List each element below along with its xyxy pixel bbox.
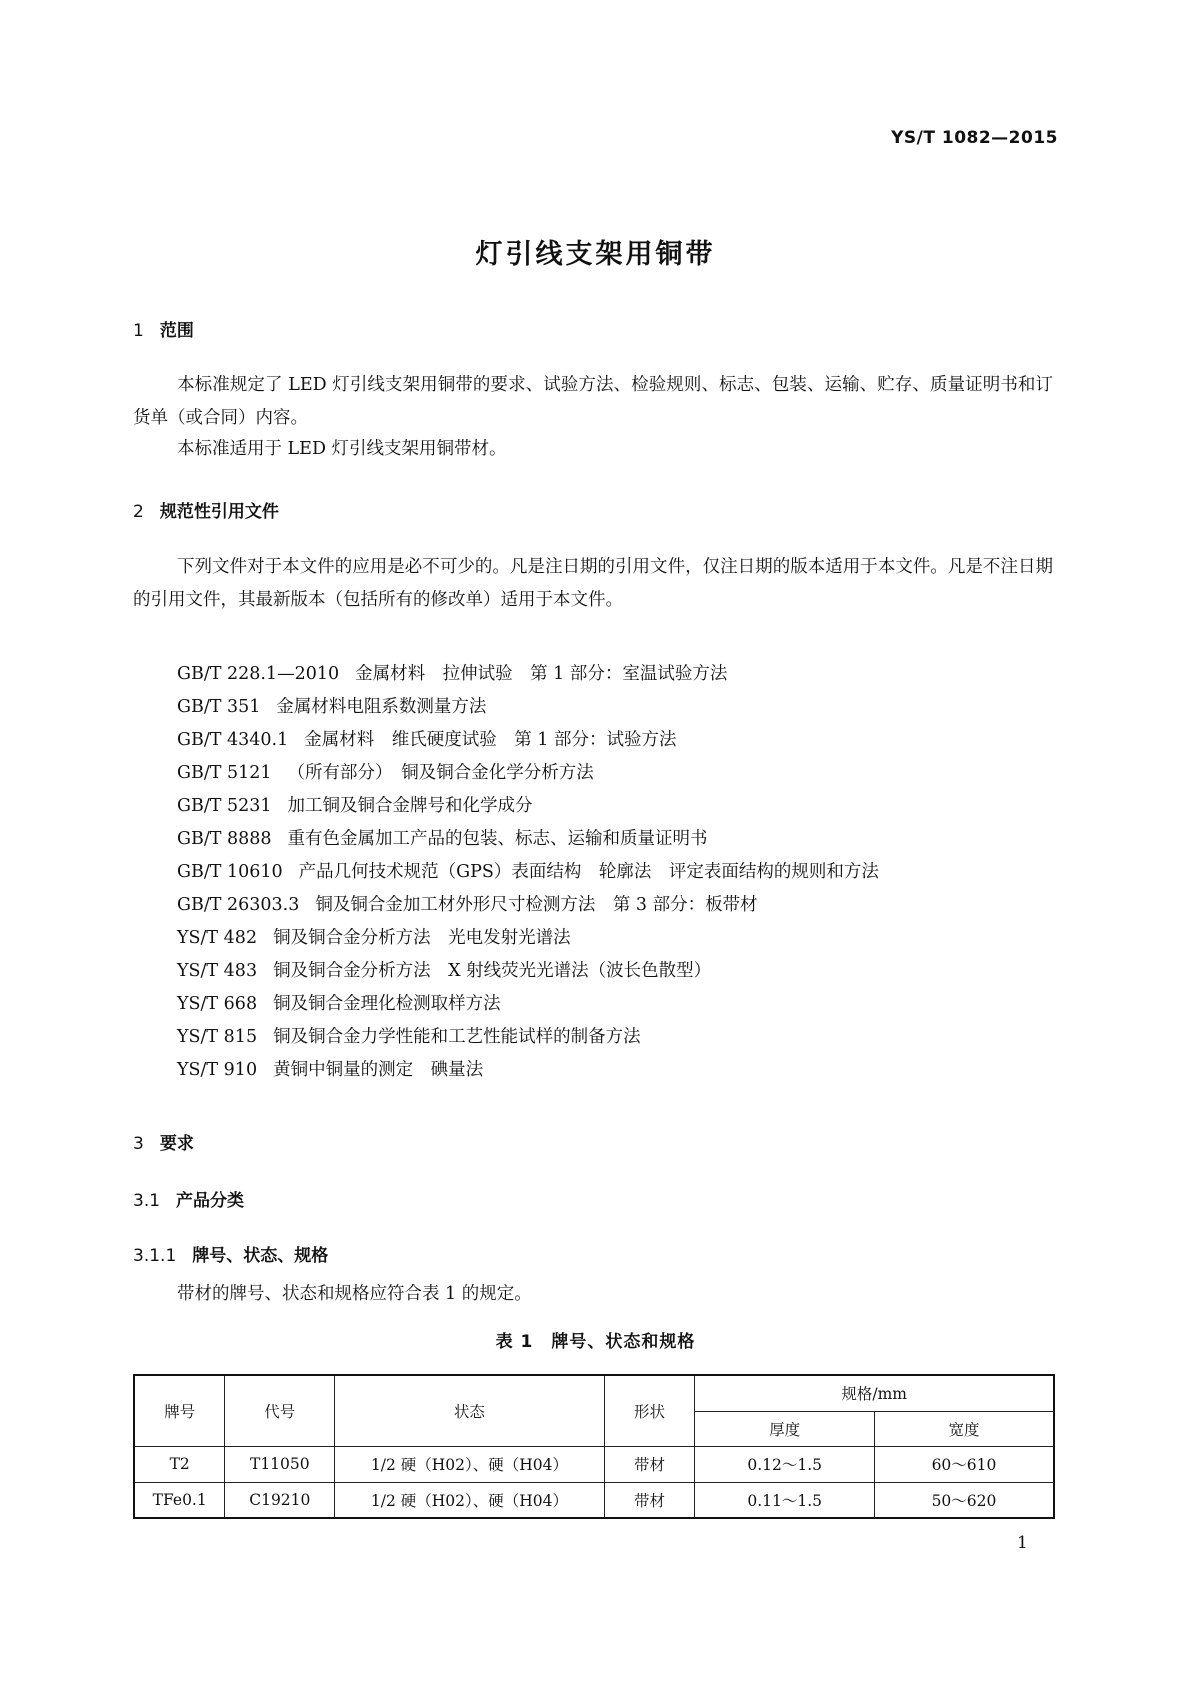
table-1 [133, 1374, 1055, 1519]
section-2-intro [133, 551, 1053, 617]
reference-list [177, 658, 879, 1087]
section-3-1-title: 产品分类 [176, 1191, 245, 1211]
reference-code: YS/T 668 [177, 994, 258, 1014]
cell-width: 60～610 [874, 1446, 1054, 1482]
reference-code: YS/T 910 [177, 1060, 258, 1080]
section-3-1-1-number: 3.1.1 [133, 1246, 177, 1266]
page-number: 1 [1017, 1533, 1028, 1553]
reference-title: 铜及铜合金理化检测取样方法 [273, 994, 501, 1014]
section-1-number: 1 [133, 321, 144, 341]
section-1-paragraph-1 [133, 369, 1053, 435]
reference-code: GB/T 5121 [177, 763, 272, 783]
reference-code: GB/T 8888 [177, 829, 272, 849]
reference-code: YS/T 482 [177, 928, 258, 948]
reference-code: YS/T 815 [177, 1027, 258, 1047]
cell-temper: 1/2 硬（H02）、硬（H04） [335, 1482, 604, 1518]
reference-item [177, 1054, 879, 1087]
document-title: 灯引线支架用铜带 [475, 239, 716, 270]
cell-shape: 带材 [604, 1446, 695, 1482]
reference-item [177, 790, 879, 823]
reference-code: YS/T 483 [177, 961, 258, 981]
header-shape: 形状 [604, 1375, 695, 1446]
reference-code: GB/T 10610 [177, 862, 283, 882]
section-2-intro-text: 下列文件对于本文件的应用是必不可少的。凡是注日期的引用文件，仅注日期的版本适用于本文件。凡是不注日期的引用文件，其最新版本（包括所有的修改单）适用于本文件。 [133, 557, 1053, 610]
section-2-title: 规范性引用文件 [159, 502, 279, 522]
section-1-heading [133, 316, 194, 341]
reference-title: 金属材料电阻系数测量方法 [276, 697, 487, 717]
header-grade: 牌号 [134, 1375, 225, 1446]
reference-item [177, 691, 879, 724]
section-3-1-1-paragraph [133, 1278, 1053, 1311]
reference-title: 黄铜中铜量的测定 碘量法 [273, 1060, 484, 1080]
reference-title: 铜及铜合金分析方法 X 射线荧光光谱法（波长色散型） [273, 961, 712, 981]
reference-title: 铜及铜合金分析方法 光电发射光谱法 [273, 928, 571, 948]
section-3-1-1-heading [133, 1241, 328, 1266]
reference-item [177, 955, 879, 988]
reference-title: 金属材料 拉伸试验 第 1 部分：室温试验方法 [355, 664, 728, 684]
reference-title: （所有部分） 铜及铜合金化学分析方法 [287, 763, 594, 783]
reference-title: 金属材料 维氏硬度试验 第 1 部分：试验方法 [304, 730, 677, 750]
reference-item [177, 823, 879, 856]
reference-item [177, 889, 879, 922]
cell-grade: T2 [134, 1446, 225, 1482]
reference-item [177, 988, 879, 1021]
reference-code: GB/T 351 [177, 697, 261, 717]
cell-thickness: 0.11～1.5 [695, 1482, 875, 1518]
reference-code: GB/T 4340.1 [177, 730, 289, 750]
section-3-title: 要求 [159, 1134, 194, 1154]
section-2-number: 2 [133, 502, 144, 522]
reference-code: GB/T 228.1—2010 [177, 664, 340, 684]
reference-title: 加工铜及铜合金牌号和化学成分 [287, 796, 533, 816]
table-header-row [134, 1375, 1054, 1411]
cell-code: T11050 [225, 1446, 335, 1482]
header-code: 代号 [225, 1375, 335, 1446]
reference-item [177, 922, 879, 955]
standard-code: YS/T 1082—2015 [891, 128, 1058, 148]
section-3-1-number: 3.1 [133, 1191, 161, 1211]
reference-item [177, 1021, 879, 1054]
header-spec: 规格/mm [695, 1375, 1054, 1411]
section-1-paragraph-2 [133, 433, 1053, 466]
reference-item [177, 856, 879, 889]
reference-title: 铜及铜合金加工材外形尺寸检测方法 第 3 部分：板带材 [315, 895, 758, 915]
reference-item [177, 658, 879, 691]
section-3-1-1-text: 带材的牌号、状态和规格应符合表 1 的规定。 [177, 1284, 532, 1304]
cell-thickness: 0.12～1.5 [695, 1446, 875, 1482]
section-2-heading [133, 497, 279, 522]
table-row [134, 1482, 1054, 1518]
header-width: 宽度 [874, 1411, 1054, 1446]
section-1-paragraph-2-text: 本标准适用于 LED 灯引线支架用铜带材。 [177, 439, 507, 459]
table-1-caption: 表 1 牌号、状态和规格 [495, 1332, 696, 1352]
reference-item [177, 757, 879, 790]
cell-temper: 1/2 硬（H02）、硬（H04） [335, 1446, 604, 1482]
section-1-paragraph-1-text: 本标准规定了 LED 灯引线支架用铜带的要求、试验方法、检验规则、标志、包装、运输、贮存、质量证明书和订货单（或合同）内容。 [133, 375, 1053, 428]
section-3-1-heading [133, 1186, 244, 1211]
reference-title: 产品几何技术规范（GPS）表面结构 轮廓法 评定表面结构的规则和方法 [298, 862, 879, 882]
reference-item [177, 724, 879, 757]
section-3-1-1-title: 牌号、状态、规格 [192, 1246, 329, 1266]
reference-code: GB/T 26303.3 [177, 895, 300, 915]
reference-title: 铜及铜合金力学性能和工艺性能试样的制备方法 [273, 1027, 641, 1047]
reference-title: 重有色金属加工产品的包装、标志、运输和质量证明书 [287, 829, 708, 849]
section-3-heading [133, 1129, 194, 1154]
cell-code: C19210 [225, 1482, 335, 1518]
section-3-number: 3 [133, 1134, 144, 1154]
cell-width: 50～620 [874, 1482, 1054, 1518]
section-1-title: 范围 [159, 321, 194, 341]
header-thickness: 厚度 [695, 1411, 875, 1446]
reference-code: GB/T 5231 [177, 796, 272, 816]
cell-shape: 带材 [604, 1482, 695, 1518]
header-temper: 状态 [335, 1375, 604, 1446]
table-row [134, 1446, 1054, 1482]
cell-grade: TFe0.1 [134, 1482, 225, 1518]
